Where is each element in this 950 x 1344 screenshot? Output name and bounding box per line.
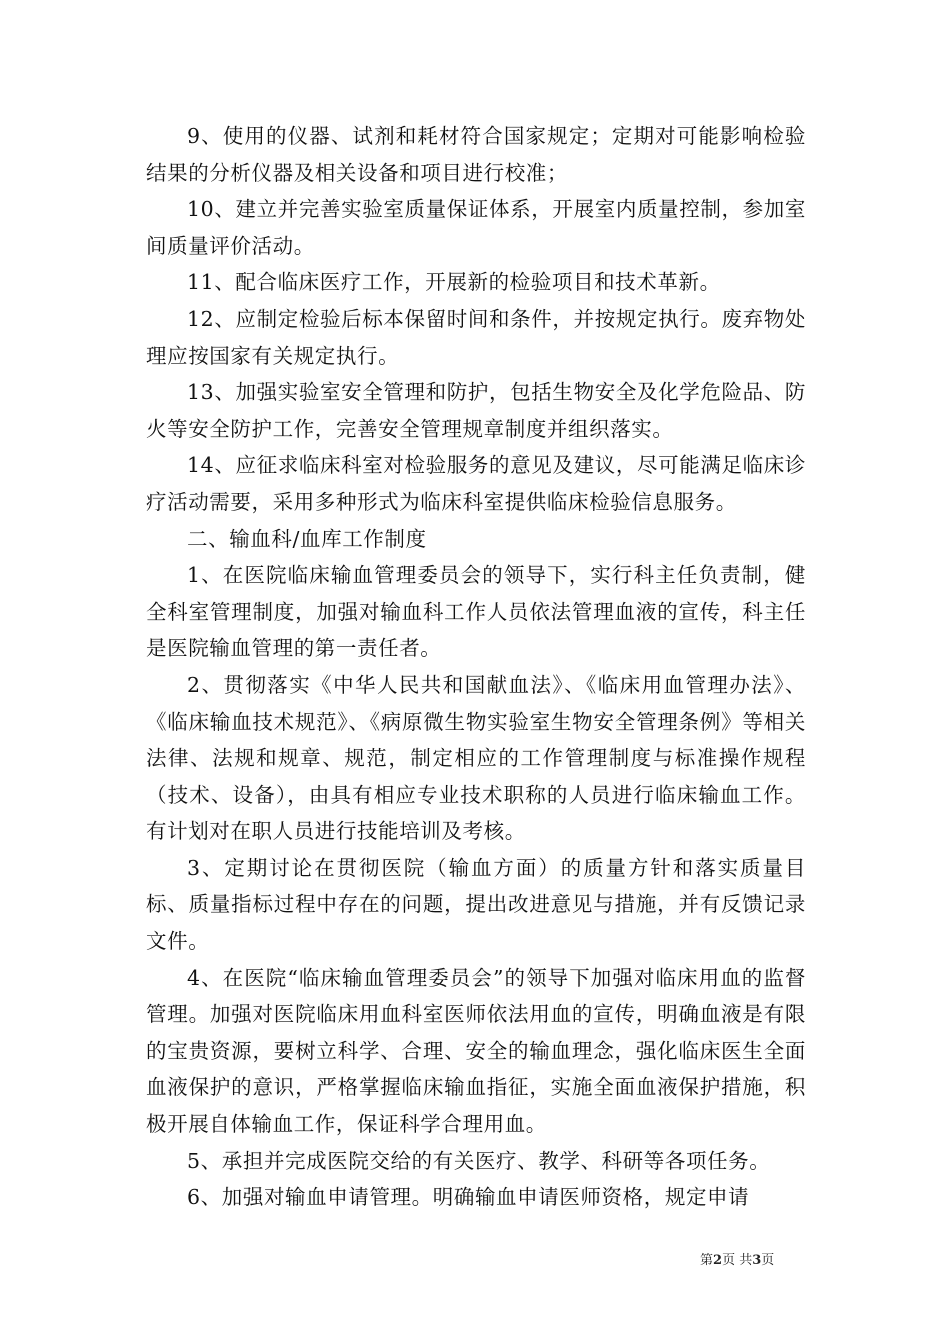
paragraph-item-3: 3、定期讨论在贯彻医院（输血方面）的质量方针和落实质量目标、质量指标过程中存在的问题，提出改进意见与措施，并有反馈记录文件。: [146, 855, 806, 954]
footer-prefix: 第: [700, 1253, 714, 1268]
page-footer: [700, 1249, 830, 1268]
paragraph-item-6: 6、加强对输血申请管理。明确输血申请医师资格，规定申请: [187, 1185, 750, 1210]
total-pages-number: 3: [752, 1253, 762, 1268]
paragraph-item-1: 1、在医院临床输血管理委员会的领导下，实行科主任负责制，健全科室管理制度，加强对输血科工作人员依法管理血液的宣传，科主任是医院输血管理的第一责任者。: [146, 563, 806, 661]
paragraph-item-11: 11、配合临床医疗工作，开展新的检验项目和技术革新。: [187, 270, 721, 295]
document-body: [146, 118, 806, 1216]
paragraph-item-14: 14、应征求临床科室对检验服务的意见及建议，尽可能满足临床诊疗活动需要，采用多种形式为临床科室提供临床检验信息服务。: [146, 453, 806, 514]
section-heading-blood-transfusion: 二、输血科/血库工作制度: [187, 526, 427, 551]
paragraph-item-5: 5、承担并完成医院交给的有关医疗、教学、科研等各项任务。: [187, 1148, 771, 1173]
paragraph-item-12: 12、应制定检验后标本保留时间和条件，并按规定执行。废弃物处理应按国家有关规定执行。: [146, 306, 806, 368]
paragraph-item-9: 9、使用的仪器、试剂和耗材符合国家规定；定期对可能影响检验结果的分析仪器及相关设备和项目进行校准；: [146, 124, 806, 185]
paragraph-item-4: 4、在医院“临床输血管理委员会”的领导下加强对临床用血的监督管理。加强对医院临床用血科室医师依法用血的宣传，明确血液是有限的宝贵资源，要树立科学、合理、安全的输血理念，强化临床医生全面血液保护的意识，严格掌握临床输血指征，实施全面血液保护措施，积极开展自体输血工作，保证科学合理用血。: [146, 965, 806, 1137]
footer-middle: 页 共: [722, 1253, 753, 1268]
paragraph-item-2: 2、贯彻落实《中华人民共和国献血法》、《临床用血管理办法》、《临床输血技术规范》、《病原微生物实验室生物安全管理条例》等相关法律、法规和规章、规范，制定相应的工作管理制度与标准操作规程（技术、设备），由具有相应专业技术职称的人员进行临床输血工作。有计划对在职人员进行技能培训及考核。: [146, 672, 806, 844]
paragraph-item-10: 10、建立并完善实验室质量保证体系，开展室内质量控制，参加室间质量评价活动。: [146, 197, 806, 258]
current-page-number: 2: [713, 1253, 723, 1268]
footer-suffix: 页: [761, 1253, 775, 1268]
paragraph-item-13: 13、加强实验室安全管理和防护，包括生物安全及化学危险品、防火等安全防护工作，完善安全管理规章制度并组织落实。: [146, 380, 806, 441]
